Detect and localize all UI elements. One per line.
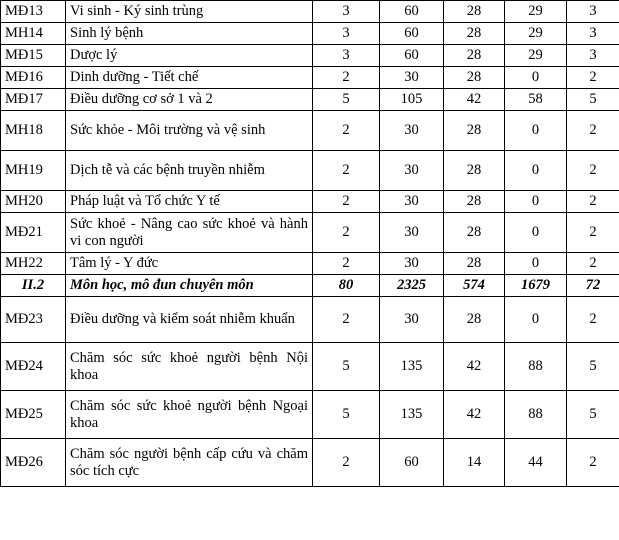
table-row [1,297,619,343]
theory-hours-cell: 28 [444,67,505,89]
theory-hours-cell: 28 [444,1,505,23]
theory-hours-cell: 42 [444,343,505,391]
total-hours-cell: 60 [380,23,444,45]
credits-cell: 2 [313,111,380,151]
module-code: MĐ13 [1,1,66,23]
total-hours-cell: 30 [380,297,444,343]
table-row [1,1,619,23]
module-code: MĐ21 [1,213,66,253]
exam-hours-cell: 2 [567,191,619,213]
exam-hours-cell: 5 [567,343,619,391]
practice-hours-cell: 0 [505,111,567,151]
total-hours-cell: 30 [380,151,444,191]
table-row [1,67,619,89]
module-name: Sức khỏe - Môi trường và vệ sinh [66,111,313,151]
credits-cell: 3 [313,1,380,23]
exam-hours-cell: 2 [567,439,619,487]
module-name: Chăm sóc người bệnh cấp cứu và chăm sóc tích cực [66,439,313,487]
practice-hours-cell: 88 [505,391,567,439]
module-name: Điều dưỡng cơ sở 1 và 2 [66,89,313,111]
practice-hours-cell: 0 [505,213,567,253]
credits-cell: 5 [313,391,380,439]
practice-hours-cell: 1679 [505,275,567,297]
table-row [1,111,619,151]
table-row [1,213,619,253]
module-code: MH20 [1,191,66,213]
total-hours-cell: 60 [380,45,444,67]
total-hours-cell: 30 [380,253,444,275]
total-hours-cell: 135 [380,343,444,391]
module-code: MH19 [1,151,66,191]
practice-hours-cell: 44 [505,439,567,487]
practice-hours-cell: 58 [505,89,567,111]
exam-hours-cell: 3 [567,45,619,67]
section-name: Môn học, mô đun chuyên môn [66,275,313,297]
practice-hours-cell: 29 [505,23,567,45]
module-name: Dược lý [66,45,313,67]
module-name: Dịch tễ và các bệnh truyền nhiễm [66,151,313,191]
module-name: Sức khoẻ - Nâng cao sức khoẻ và hành vi con người [66,213,313,253]
total-hours-cell: 60 [380,439,444,487]
credits-cell: 2 [313,213,380,253]
exam-hours-cell: 5 [567,89,619,111]
exam-hours-cell: 2 [567,67,619,89]
credits-cell: 2 [313,297,380,343]
module-code: MĐ23 [1,297,66,343]
practice-hours-cell: 0 [505,191,567,213]
total-hours-cell: 2325 [380,275,444,297]
credits-cell: 5 [313,89,380,111]
exam-hours-cell: 2 [567,111,619,151]
module-code: MĐ24 [1,343,66,391]
practice-hours-cell: 29 [505,1,567,23]
module-code: MĐ26 [1,439,66,487]
section-code: II.2 [1,275,66,297]
exam-hours-cell: 2 [567,297,619,343]
table-row [1,191,619,213]
module-name: Tâm lý - Y đức [66,253,313,275]
credits-cell: 2 [313,151,380,191]
module-name: Sinh lý bệnh [66,23,313,45]
module-name: Vi sinh - Ký sinh trùng [66,1,313,23]
module-code: MĐ17 [1,89,66,111]
exam-hours-cell: 5 [567,391,619,439]
credits-cell: 3 [313,23,380,45]
practice-hours-cell: 0 [505,297,567,343]
module-name: Chăm sóc sức khoẻ người bệnh Nội khoa [66,343,313,391]
theory-hours-cell: 28 [444,111,505,151]
exam-hours-cell: 2 [567,253,619,275]
practice-hours-cell: 88 [505,343,567,391]
module-code: MH18 [1,111,66,151]
table-row [1,23,619,45]
theory-hours-cell: 28 [444,23,505,45]
credits-cell: 2 [313,67,380,89]
total-hours-cell: 105 [380,89,444,111]
module-code: MH22 [1,253,66,275]
total-hours-cell: 30 [380,67,444,89]
theory-hours-cell: 42 [444,391,505,439]
theory-hours-cell: 574 [444,275,505,297]
exam-hours-cell: 3 [567,1,619,23]
exam-hours-cell: 2 [567,213,619,253]
theory-hours-cell: 28 [444,151,505,191]
credits-cell: 3 [313,45,380,67]
table-row [1,391,619,439]
total-hours-cell: 30 [380,111,444,151]
credits-cell: 2 [313,253,380,275]
module-name: Pháp luật và Tổ chức Y tế [66,191,313,213]
table-row [1,343,619,391]
total-hours-cell: 135 [380,391,444,439]
theory-hours-cell: 14 [444,439,505,487]
credits-cell: 2 [313,439,380,487]
exam-hours-cell: 2 [567,151,619,191]
practice-hours-cell: 29 [505,45,567,67]
module-code: MH14 [1,23,66,45]
theory-hours-cell: 42 [444,89,505,111]
theory-hours-cell: 28 [444,191,505,213]
module-code: MĐ16 [1,67,66,89]
practice-hours-cell: 0 [505,253,567,275]
practice-hours-cell: 0 [505,67,567,89]
practice-hours-cell: 0 [505,151,567,191]
module-name: Điều dưỡng và kiểm soát nhiễm khuẩn [66,297,313,343]
module-name: Chăm sóc sức khoẻ người bệnh Ngoại khoa [66,391,313,439]
exam-hours-cell: 72 [567,275,619,297]
credits-cell: 2 [313,191,380,213]
exam-hours-cell: 3 [567,23,619,45]
table-row [1,151,619,191]
credits-cell: 80 [313,275,380,297]
module-name: Dinh dưỡng - Tiết chế [66,67,313,89]
theory-hours-cell: 28 [444,213,505,253]
theory-hours-cell: 28 [444,297,505,343]
table-row [1,253,619,275]
total-hours-cell: 60 [380,1,444,23]
table-row [1,45,619,67]
credits-cell: 5 [313,343,380,391]
table-row [1,439,619,487]
theory-hours-cell: 28 [444,253,505,275]
total-hours-cell: 30 [380,213,444,253]
module-code: MĐ15 [1,45,66,67]
module-code: MĐ25 [1,391,66,439]
section-subtotal-row [1,275,619,297]
table-row [1,89,619,111]
total-hours-cell: 30 [380,191,444,213]
theory-hours-cell: 28 [444,45,505,67]
